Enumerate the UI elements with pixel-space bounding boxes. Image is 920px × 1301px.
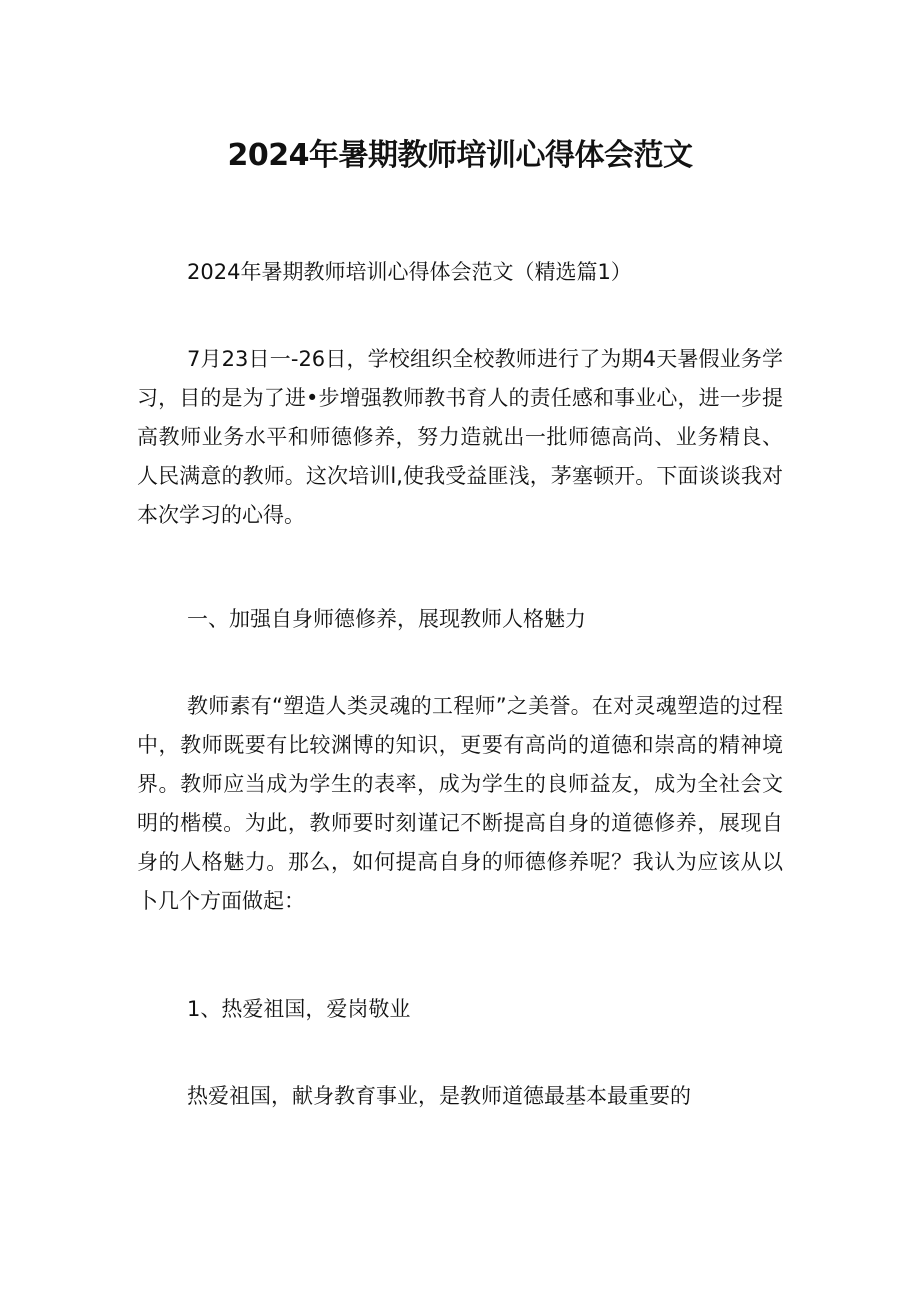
paragraph-intro: 7月23日一-26日，学校组织全校教师进行了为期4天暑假业务学习，目的是为了进•步增强教师教书育人的责任感和事业心，进一步提高教师业务水平和师德修养，努力造就出一批师德高尚、业务精良、人民满意的教师。这次培训l,使我受益匪浅，茅塞顿开。下面谈谈我对本次学习的心得。 xyxy=(137,347,783,527)
subsection-heading-1: 1、热爱祖国，爱岗敬业 xyxy=(187,997,411,1021)
section-subtitle: 2024年暑期教师培训心得体会范文（精选篇1） xyxy=(187,260,632,284)
paragraph-patriotism: 热爱祖国，献身教育事业，是教师道德最基本最重要的 xyxy=(187,1084,691,1108)
paragraph-ethics: 教师素有“塑造人类灵魂的工程师”之美誉。在对灵魂塑造的过程中，教师既要有比较渊博的知识，更要有高尚的道德和崇高的精神境界。教师应当成为学生的表率，成为学生的良师益友，成为全社会文明的楷模。为此，教师要时刻谨记不断提高自身的道德修养，展现自身的人格魅力。那么，如何提高自身的师德修养呢？我认为应该从以卜几个方面做起： xyxy=(137,694,783,913)
document-title: 2024年暑期教师培训心得体会范文 xyxy=(227,138,693,174)
section-heading-1: 一、加强自身师德修养，展现教师人格魅力 xyxy=(187,607,586,631)
